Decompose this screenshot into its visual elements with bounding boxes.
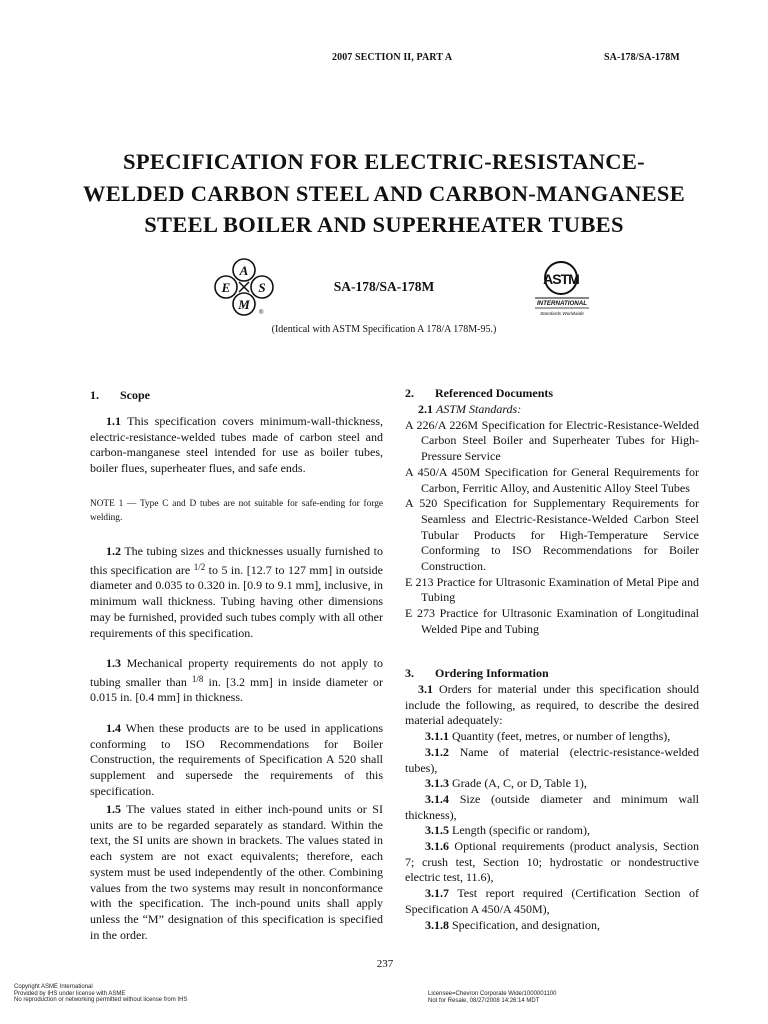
- item-text: Test report required (Certification Section of Specification A 450/A 450M),: [405, 886, 699, 916]
- referenced-section-number: 2.: [405, 386, 414, 400]
- astm-standards-label: ASTM Standards:: [436, 402, 522, 416]
- para-text: in. [3.2 mm] in inside diameter or 0.015 in. [0.4 mm] in thickness.: [90, 674, 384, 705]
- referenced-heading-label: Referenced Documents: [435, 386, 554, 400]
- reference-item: A 226/A 226M Specification for Electric-Resistance-Welded Carbon Steel Boiler and Superheater Tubes for High-Pressure Service: [405, 417, 699, 464]
- astm-logo-letters: ASTM: [543, 271, 579, 287]
- para-text: The tubing sizes and thicknesses usually furnished to this specification are: [90, 544, 383, 577]
- footer-copyright: Copyright ASME International: [14, 984, 93, 990]
- paragraph-1-3: [90, 656, 383, 706]
- referenced-documents-list: [405, 402, 699, 638]
- astm-logo: [533, 258, 593, 320]
- ordering-section-number: 3.: [405, 666, 414, 680]
- item-number: 3.1.6: [425, 839, 449, 854]
- note-1: NOTE 1 — Type C and D tubes are not suitable for safe-ending for forge welding.: [90, 499, 383, 523]
- item-number: 3.1.2: [425, 744, 449, 759]
- scope-heading-label: Scope: [120, 388, 150, 402]
- astm-international-text: INTERNATIONAL: [536, 300, 588, 307]
- para-number: 1.2: [106, 544, 121, 558]
- para-number: 2.1: [418, 402, 433, 416]
- para-text: This specification covers minimum-wall-thickness, electric-resistance-welded tubes made of carbon steel and carbon-manganese steel intended for use as boiler tubes, boiler flues, superheater flues, and safe ends.: [90, 414, 383, 476]
- reference-item: E 273 Practice for Ultrasonic Examination of Longitudinal Welded Pipe and Tubing: [405, 606, 699, 636]
- item-text: Length (specific or random),: [452, 823, 590, 838]
- item-number: 3.1.3: [425, 776, 449, 791]
- item-number: 3.1.5: [425, 823, 449, 838]
- identical-with-note: (Identical with ASTM Specification A 178/A 178M-95.): [271, 324, 497, 335]
- footer-licensee-block: [428, 991, 556, 1004]
- para-text: Mechanical property requirements do not apply to tubing smaller than: [90, 656, 384, 689]
- para-number: 1.4: [106, 721, 121, 735]
- scope-heading: [90, 388, 150, 403]
- specification-number: SA-178/SA-178M: [333, 279, 435, 294]
- title-line-1: SPECIFICATION FOR ELECTRIC-RESISTANCE-: [123, 149, 645, 174]
- fraction-one-half: 1/2: [193, 561, 206, 572]
- item-number: 3.1.8: [425, 917, 449, 932]
- asme-letter-m: M: [238, 297, 250, 312]
- para-text: When these products are to be used in applications conforming to ISO Recommendations for Boiler Construction, the requirements of Specification A 520 shall supplement and supersede the requirements of this specification.: [90, 721, 383, 798]
- fraction-one-eighth: 1/8: [191, 673, 204, 684]
- para-text: to 5 in. [12.7 to 127 mm] in outside diameter and 0.035 to 0.320 in. [0.9 to 9.1 mm], inclusive, in minimum wall thickness. Tubing having other dimensions may be furnished, provided such tubes comply with all other requirements of this specification.: [90, 562, 384, 640]
- item-number: 3.1.1: [425, 729, 449, 744]
- para-number: 1.1: [106, 414, 121, 428]
- document-title: [40, 146, 728, 241]
- para-text: The values stated in either inch-pound units or SI units are to be regarded separately as standard. Within the text, the SI units are shown in brackets. The values stated in each system are not exact equivalents; therefore, each system must be used independently of the other. Combining values from the two systems may result in nonconformance with the specification. The inch-pound units shall apply unless the “M” designation of this specification is specified in the order.: [90, 802, 383, 942]
- title-line-2: WELDED CARBON STEEL AND CARBON-MANGANESE: [82, 180, 686, 206]
- running-header-section: 2007 SECTION II, PART A: [332, 52, 453, 63]
- item-text: Name of material (electric-resistance-welded tubes),: [405, 744, 699, 775]
- ordering-information-heading: [405, 666, 549, 681]
- item-text: Optional requirements (product analysis, Section 7; crush test, Section 10; hydrostatic or nondestructive electric test, 11.6),: [405, 839, 700, 885]
- title-line-3: STEEL BOILER AND SUPERHEATER TUBES: [144, 212, 624, 237]
- asme-letter-s: S: [258, 280, 266, 295]
- reference-item: E 213 Practice for Ultrasonic Examination of Metal Pipe and Tubing: [405, 574, 699, 605]
- asme-logo: [205, 256, 283, 318]
- asme-letter-a: A: [239, 263, 249, 278]
- footer-no-reproduction: No reproduction or networking permitted without license from IHS: [14, 997, 188, 1003]
- paragraph-1-2: [90, 544, 383, 641]
- item-text: Size (outside diameter and minimum wall thickness),: [405, 791, 700, 822]
- footer-licensee: Licensee=Chevron Corporate Wide/1000001100: [428, 991, 557, 997]
- footer-not-for-resale: Not for Resale, 08/27/2008 14:26:14 MDT: [428, 997, 540, 1004]
- ordering-heading-label: Ordering Information: [435, 666, 549, 680]
- para-number: 1.5: [106, 802, 121, 816]
- scope-section-number: 1.: [90, 388, 99, 402]
- referenced-documents-heading: [405, 386, 553, 401]
- ordering-information-body: [405, 682, 699, 933]
- item-text: Grade (A, C, or D, Table 1),: [452, 776, 587, 791]
- reference-item: A 450/A 450M Specification for General Requirements for Carbon, Ferritic Alloy, and Austenitic Alloy Steel Tubes: [405, 464, 699, 495]
- paragraph-1-5: [90, 802, 383, 943]
- item-number: 3.1.7: [425, 886, 449, 901]
- item-text: Quantity (feet, metres, or number of lengths),: [452, 729, 671, 744]
- para-text: Orders for material under this specification should include the following, as required, to describe the desired material adequately:: [405, 682, 699, 728]
- para-number: 1.3: [106, 656, 121, 670]
- footer-provided-by: Provided by IHS under license with ASME: [14, 990, 126, 997]
- page-number: 237: [376, 958, 394, 970]
- reference-item: A 520 Specification for Supplementary Requirements for Seamless and Electric-Resistance-Welded Carbon Steel Tubular Products for High-Temperature Service Conforming to ISO Recommendations for Boiler Construction.: [405, 496, 699, 574]
- footer-copyright-block: [14, 984, 187, 1004]
- running-header-spec-code: SA-178/SA-178M: [604, 52, 680, 63]
- item-number: 3.1.4: [425, 791, 449, 806]
- paragraph-1-4: [90, 721, 383, 800]
- asme-registered-mark: ®: [259, 310, 264, 316]
- asme-letter-e: E: [221, 280, 231, 295]
- paragraph-1-1: [90, 414, 383, 477]
- astm-tagline: Standards Worldwide: [540, 311, 584, 316]
- item-text: Specification, and designation,: [452, 917, 600, 932]
- para-number: 3.1: [418, 682, 433, 696]
